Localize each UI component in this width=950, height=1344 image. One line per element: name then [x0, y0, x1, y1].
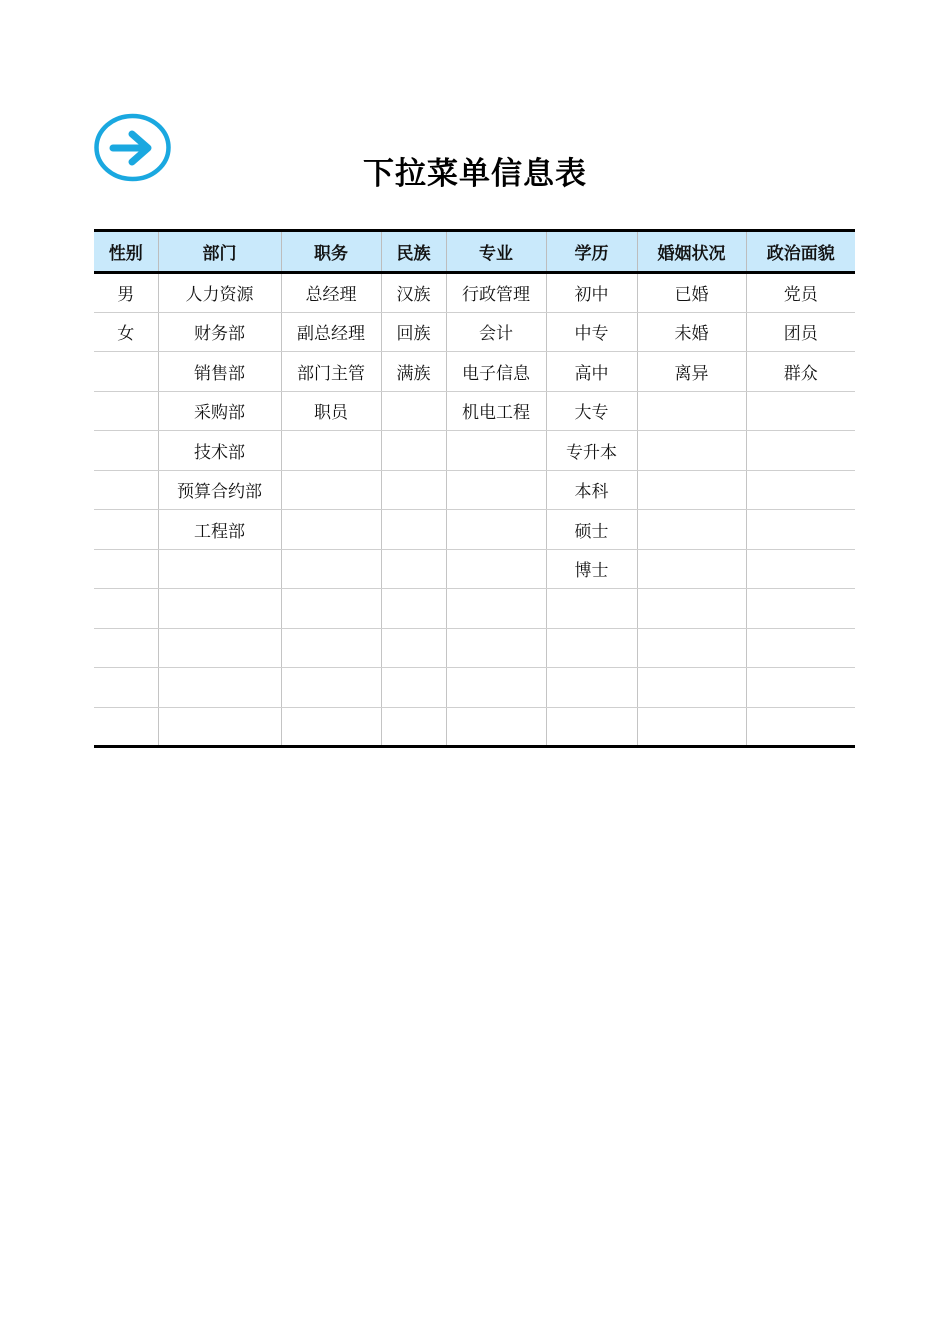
cell-education[interactable]: 中专 [546, 312, 637, 352]
page-title: 下拉菜单信息表 [363, 156, 587, 192]
cell-ethnicity[interactable]: 回族 [381, 312, 446, 352]
cell-education[interactable] [546, 668, 637, 708]
table-row [94, 510, 855, 550]
cell-major[interactable]: 会计 [446, 312, 546, 352]
cell-ethnicity[interactable] [381, 707, 446, 747]
cell-department[interactable] [158, 668, 281, 708]
cell-education[interactable]: 初中 [546, 273, 637, 313]
cell-ethnicity[interactable] [381, 391, 446, 431]
cell-major[interactable] [446, 510, 546, 550]
cell-department[interactable]: 人力资源 [158, 273, 281, 313]
cell-gender[interactable] [94, 628, 158, 668]
cell-ethnicity[interactable] [381, 470, 446, 510]
cell-political-status[interactable] [746, 628, 855, 668]
table-row [94, 391, 855, 431]
header-position: 职务 [281, 231, 381, 273]
cell-education[interactable]: 硕士 [546, 510, 637, 550]
cell-department[interactable] [158, 549, 281, 589]
cell-major[interactable] [446, 668, 546, 708]
cell-marital-status[interactable]: 离异 [637, 352, 746, 392]
cell-department[interactable]: 销售部 [158, 352, 281, 392]
cell-major[interactable] [446, 470, 546, 510]
cell-position[interactable] [281, 510, 381, 550]
cell-position[interactable]: 部门主管 [281, 352, 381, 392]
cell-education[interactable] [546, 628, 637, 668]
cell-position[interactable] [281, 628, 381, 668]
cell-gender[interactable] [94, 470, 158, 510]
cell-position[interactable]: 副总经理 [281, 312, 381, 352]
cell-major[interactable] [446, 707, 546, 747]
header-gender: 性别 [94, 231, 158, 273]
cell-ethnicity[interactable]: 汉族 [381, 273, 446, 313]
table-row [94, 352, 855, 392]
table-row [94, 312, 855, 352]
cell-major[interactable] [446, 589, 546, 629]
cell-political-status[interactable] [746, 668, 855, 708]
cell-ethnicity[interactable]: 满族 [381, 352, 446, 392]
header-education: 学历 [546, 231, 637, 273]
cell-education[interactable]: 高中 [546, 352, 637, 392]
cell-department[interactable]: 工程部 [158, 510, 281, 550]
cell-position[interactable]: 总经理 [281, 273, 381, 313]
cell-education[interactable]: 大专 [546, 391, 637, 431]
cell-position[interactable]: 职员 [281, 391, 381, 431]
cell-marital-status[interactable] [637, 549, 746, 589]
cell-marital-status[interactable] [637, 589, 746, 629]
cell-political-status[interactable] [746, 391, 855, 431]
cell-position[interactable] [281, 589, 381, 629]
cell-gender[interactable] [94, 549, 158, 589]
cell-marital-status[interactable] [637, 707, 746, 747]
cell-ethnicity[interactable] [381, 668, 446, 708]
header-marital-status: 婚姻状况 [637, 231, 746, 273]
cell-education[interactable]: 本科 [546, 470, 637, 510]
cell-education[interactable]: 博士 [546, 549, 637, 589]
cell-major[interactable] [446, 431, 546, 471]
cell-gender[interactable] [94, 391, 158, 431]
dropdown-info-table [94, 229, 855, 748]
cell-political-status[interactable] [746, 589, 855, 629]
table-row [94, 273, 855, 313]
cell-department[interactable] [158, 707, 281, 747]
cell-department[interactable]: 预算合约部 [158, 470, 281, 510]
cell-marital-status[interactable] [637, 628, 746, 668]
table-row [94, 549, 855, 589]
header-political-status: 政治面貌 [746, 231, 855, 273]
dropdown-info-sheet [94, 229, 855, 748]
cell-marital-status[interactable] [637, 431, 746, 471]
cell-education[interactable] [546, 707, 637, 747]
cell-major[interactable] [446, 628, 546, 668]
cell-marital-status[interactable] [637, 668, 746, 708]
cell-marital-status[interactable]: 未婚 [637, 312, 746, 352]
cell-ethnicity[interactable] [381, 628, 446, 668]
cell-gender[interactable]: 女 [94, 312, 158, 352]
cell-major[interactable]: 机电工程 [446, 391, 546, 431]
cell-gender[interactable] [94, 668, 158, 708]
cell-major[interactable] [446, 549, 546, 589]
cell-ethnicity[interactable] [381, 589, 446, 629]
table-row [94, 628, 855, 668]
cell-major[interactable]: 电子信息 [446, 352, 546, 392]
table-row [94, 470, 855, 510]
cell-marital-status[interactable] [637, 510, 746, 550]
cell-ethnicity[interactable] [381, 510, 446, 550]
cell-political-status[interactable] [746, 510, 855, 550]
header-ethnicity: 民族 [381, 231, 446, 273]
cell-political-status[interactable]: 党员 [746, 273, 855, 313]
cell-position[interactable] [281, 431, 381, 471]
cell-department[interactable]: 采购部 [158, 391, 281, 431]
cell-gender[interactable] [94, 589, 158, 629]
cell-department[interactable]: 技术部 [158, 431, 281, 471]
cell-position[interactable] [281, 707, 381, 747]
cell-position[interactable] [281, 668, 381, 708]
cell-major[interactable]: 行政管理 [446, 273, 546, 313]
cell-political-status[interactable] [746, 431, 855, 471]
cell-gender[interactable]: 男 [94, 273, 158, 313]
cell-department[interactable] [158, 628, 281, 668]
cell-department[interactable] [158, 589, 281, 629]
cell-gender[interactable] [94, 431, 158, 471]
header-major: 专业 [446, 231, 546, 273]
cell-marital-status[interactable] [637, 391, 746, 431]
cell-ethnicity[interactable] [381, 549, 446, 589]
cell-political-status[interactable] [746, 549, 855, 589]
cell-education[interactable]: 专升本 [546, 431, 637, 471]
cell-gender[interactable] [94, 352, 158, 392]
cell-ethnicity[interactable] [381, 431, 446, 471]
cell-marital-status[interactable]: 已婚 [637, 273, 746, 313]
table-row [94, 707, 855, 747]
cell-education[interactable] [546, 589, 637, 629]
cell-political-status[interactable]: 群众 [746, 352, 855, 392]
table-row [94, 668, 855, 708]
cell-political-status[interactable] [746, 470, 855, 510]
table-row [94, 589, 855, 629]
cell-position[interactable] [281, 470, 381, 510]
cell-marital-status[interactable] [637, 470, 746, 510]
cell-political-status[interactable] [746, 707, 855, 747]
cell-gender[interactable] [94, 510, 158, 550]
header-row [94, 231, 855, 273]
header-department: 部门 [158, 231, 281, 273]
cell-department[interactable]: 财务部 [158, 312, 281, 352]
cell-position[interactable] [281, 549, 381, 589]
cell-political-status[interactable]: 团员 [746, 312, 855, 352]
cell-gender[interactable] [94, 707, 158, 747]
table-row [94, 431, 855, 471]
